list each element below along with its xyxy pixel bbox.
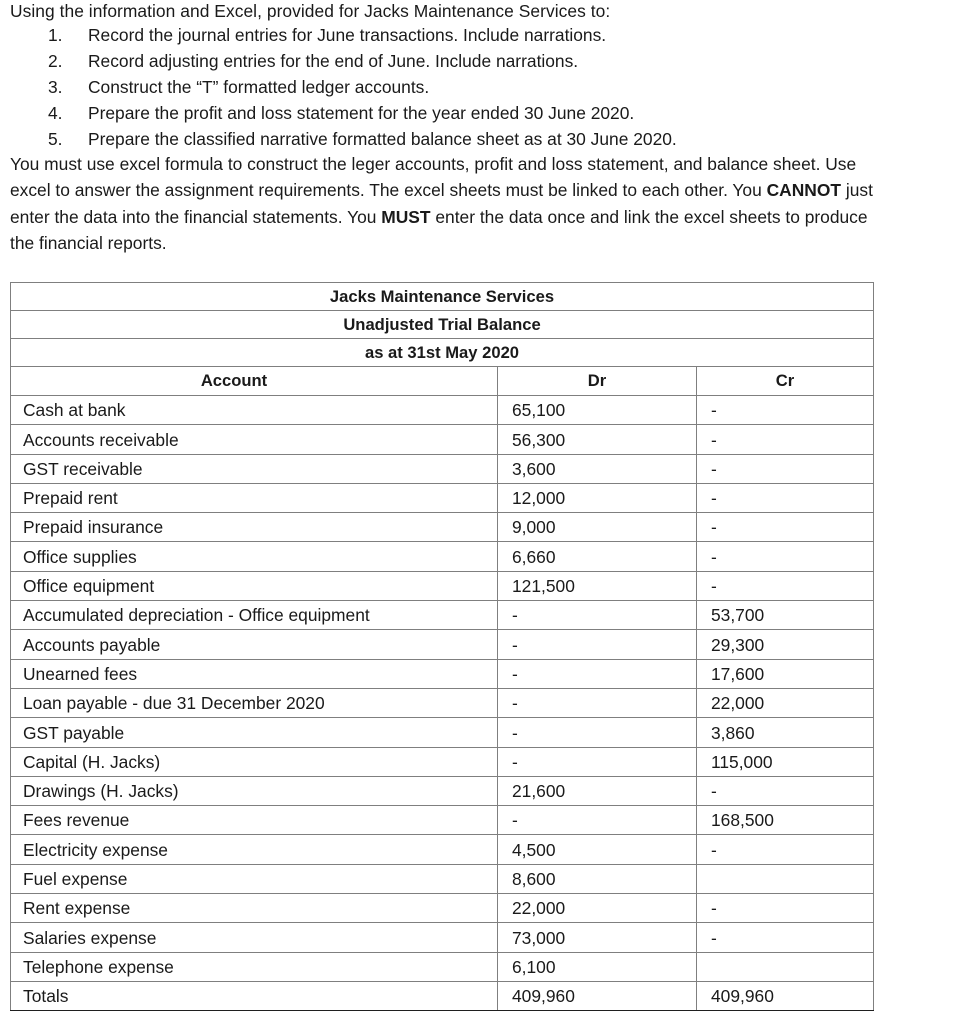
credit-total: 409,960 [697,981,874,1010]
account-cell: GST receivable [11,454,498,483]
account-cell: Accounts receivable [11,425,498,454]
table-row [11,747,874,776]
debit-cell: - [498,688,697,717]
account-cell: GST payable [11,718,498,747]
task-number: 5. [48,129,63,149]
debit-cell: 6,100 [498,952,697,981]
debit-cell: 65,100 [498,396,697,425]
debit-cell: 9,000 [498,513,697,542]
credit-cell [697,864,874,893]
credit-cell: - [697,835,874,864]
table-row [11,571,874,600]
totals-row [11,981,874,1010]
debit-cell: 56,300 [498,425,697,454]
emphasis-must: MUST [381,206,431,227]
table-row [11,864,874,893]
table-row [11,542,874,571]
debit-cell: 12,000 [498,483,697,512]
credit-cell: 115,000 [697,747,874,776]
credit-cell: - [697,542,874,571]
credit-cell: 53,700 [697,601,874,630]
table-row [11,835,874,864]
credit-cell: - [697,513,874,542]
instructions-paragraph [10,151,890,257]
credit-cell: - [697,483,874,512]
task-number: 2. [48,51,63,71]
credit-cell: - [697,454,874,483]
account-cell: Office equipment [11,571,498,600]
credit-cell: - [697,571,874,600]
credit-cell: 29,300 [697,630,874,659]
debit-cell: - [498,630,697,659]
account-cell: Office supplies [11,542,498,571]
task-number: 3. [48,77,63,97]
table-header-row [11,367,874,396]
account-cell: Unearned fees [11,659,498,688]
instructions-text: just enter the data into the financial statements. You [10,180,873,227]
instructions-text: enter the data once and link the excel sheets to produce the financial reports. [10,206,868,254]
task-text: Construct the “T” formatted ledger accounts. [88,77,430,97]
task-text: Record adjusting entries for the end of June. Include narrations. [88,51,579,71]
debit-cell: 22,000 [498,894,697,923]
header-dr: Dr [498,367,697,396]
emphasis-cannot: CANNOT [766,180,842,201]
task-text: Prepare the classified narrative formatted balance sheet as at 30 June 2020. [88,129,677,149]
intro-text: Using the information and Excel, provided for Jacks Maintenance Services to: [10,1,611,21]
account-cell: Drawings (H. Jacks) [11,776,498,805]
account-cell: Accumulated depreciation - Office equipment [11,601,498,630]
table-row [11,923,874,952]
debit-cell: 3,600 [498,454,697,483]
account-cell: Fees revenue [11,806,498,835]
debit-cell: 121,500 [498,571,697,600]
debit-cell: - [498,718,697,747]
task-number: 4. [48,103,63,123]
table-row [11,659,874,688]
debit-cell: - [498,806,697,835]
account-cell: Loan payable - due 31 December 2020 [11,688,498,717]
table-title-row [11,283,874,311]
account-cell: Fuel expense [11,864,498,893]
task-text: Prepare the profit and loss statement for the year ended 30 June 2020. [88,103,635,123]
header-cr: Cr [697,367,874,396]
table-row [11,483,874,512]
account-cell: Electricity expense [11,835,498,864]
task-text: Record the journal entries for June transactions. Include narrations. [88,25,607,45]
account-cell: Accounts payable [11,630,498,659]
table-row [11,688,874,717]
instructions-text: You must use excel formula to construct the leger accounts, profit and loss statement, and balance sheet. Use excel to answer the assignment requirements. The excel sheets must be linked to each other. You [10,154,857,201]
table-row [11,894,874,923]
table-title-row [11,311,874,339]
debit-cell: 73,000 [498,923,697,952]
table-row [11,952,874,981]
debit-cell: - [498,601,697,630]
debit-cell: 6,660 [498,542,697,571]
debit-cell: 4,500 [498,835,697,864]
company-name: Jacks Maintenance Services [11,283,874,311]
table-row [11,601,874,630]
credit-cell: - [697,396,874,425]
table-row [11,513,874,542]
trial-balance-table [10,282,874,1011]
credit-cell: - [697,776,874,805]
debit-cell: - [498,747,697,776]
report-date: as at 31st May 2020 [11,339,874,367]
report-title: Unadjusted Trial Balance [11,311,874,339]
account-cell: Prepaid insurance [11,513,498,542]
account-cell: Telephone expense [11,952,498,981]
header-account: Account [11,367,498,396]
credit-cell: 3,860 [697,718,874,747]
account-cell: Salaries expense [11,923,498,952]
table-row [11,396,874,425]
table-row [11,718,874,747]
table-row [11,776,874,805]
credit-cell [697,952,874,981]
credit-cell: 168,500 [697,806,874,835]
totals-label: Totals [11,981,498,1010]
debit-cell: - [498,659,697,688]
debit-cell: 8,600 [498,864,697,893]
account-cell: Capital (H. Jacks) [11,747,498,776]
credit-cell: 17,600 [697,659,874,688]
table-title-row [11,339,874,367]
table-row [11,425,874,454]
table-row [11,806,874,835]
account-cell: Prepaid rent [11,483,498,512]
credit-cell: - [697,923,874,952]
debit-cell: 21,600 [498,776,697,805]
account-cell: Cash at bank [11,396,498,425]
debit-total: 409,960 [498,981,697,1010]
account-cell: Rent expense [11,894,498,923]
task-number: 1. [48,25,63,45]
table-row [11,630,874,659]
credit-cell: - [697,425,874,454]
credit-cell: 22,000 [697,688,874,717]
credit-cell: - [697,894,874,923]
table-row [11,454,874,483]
